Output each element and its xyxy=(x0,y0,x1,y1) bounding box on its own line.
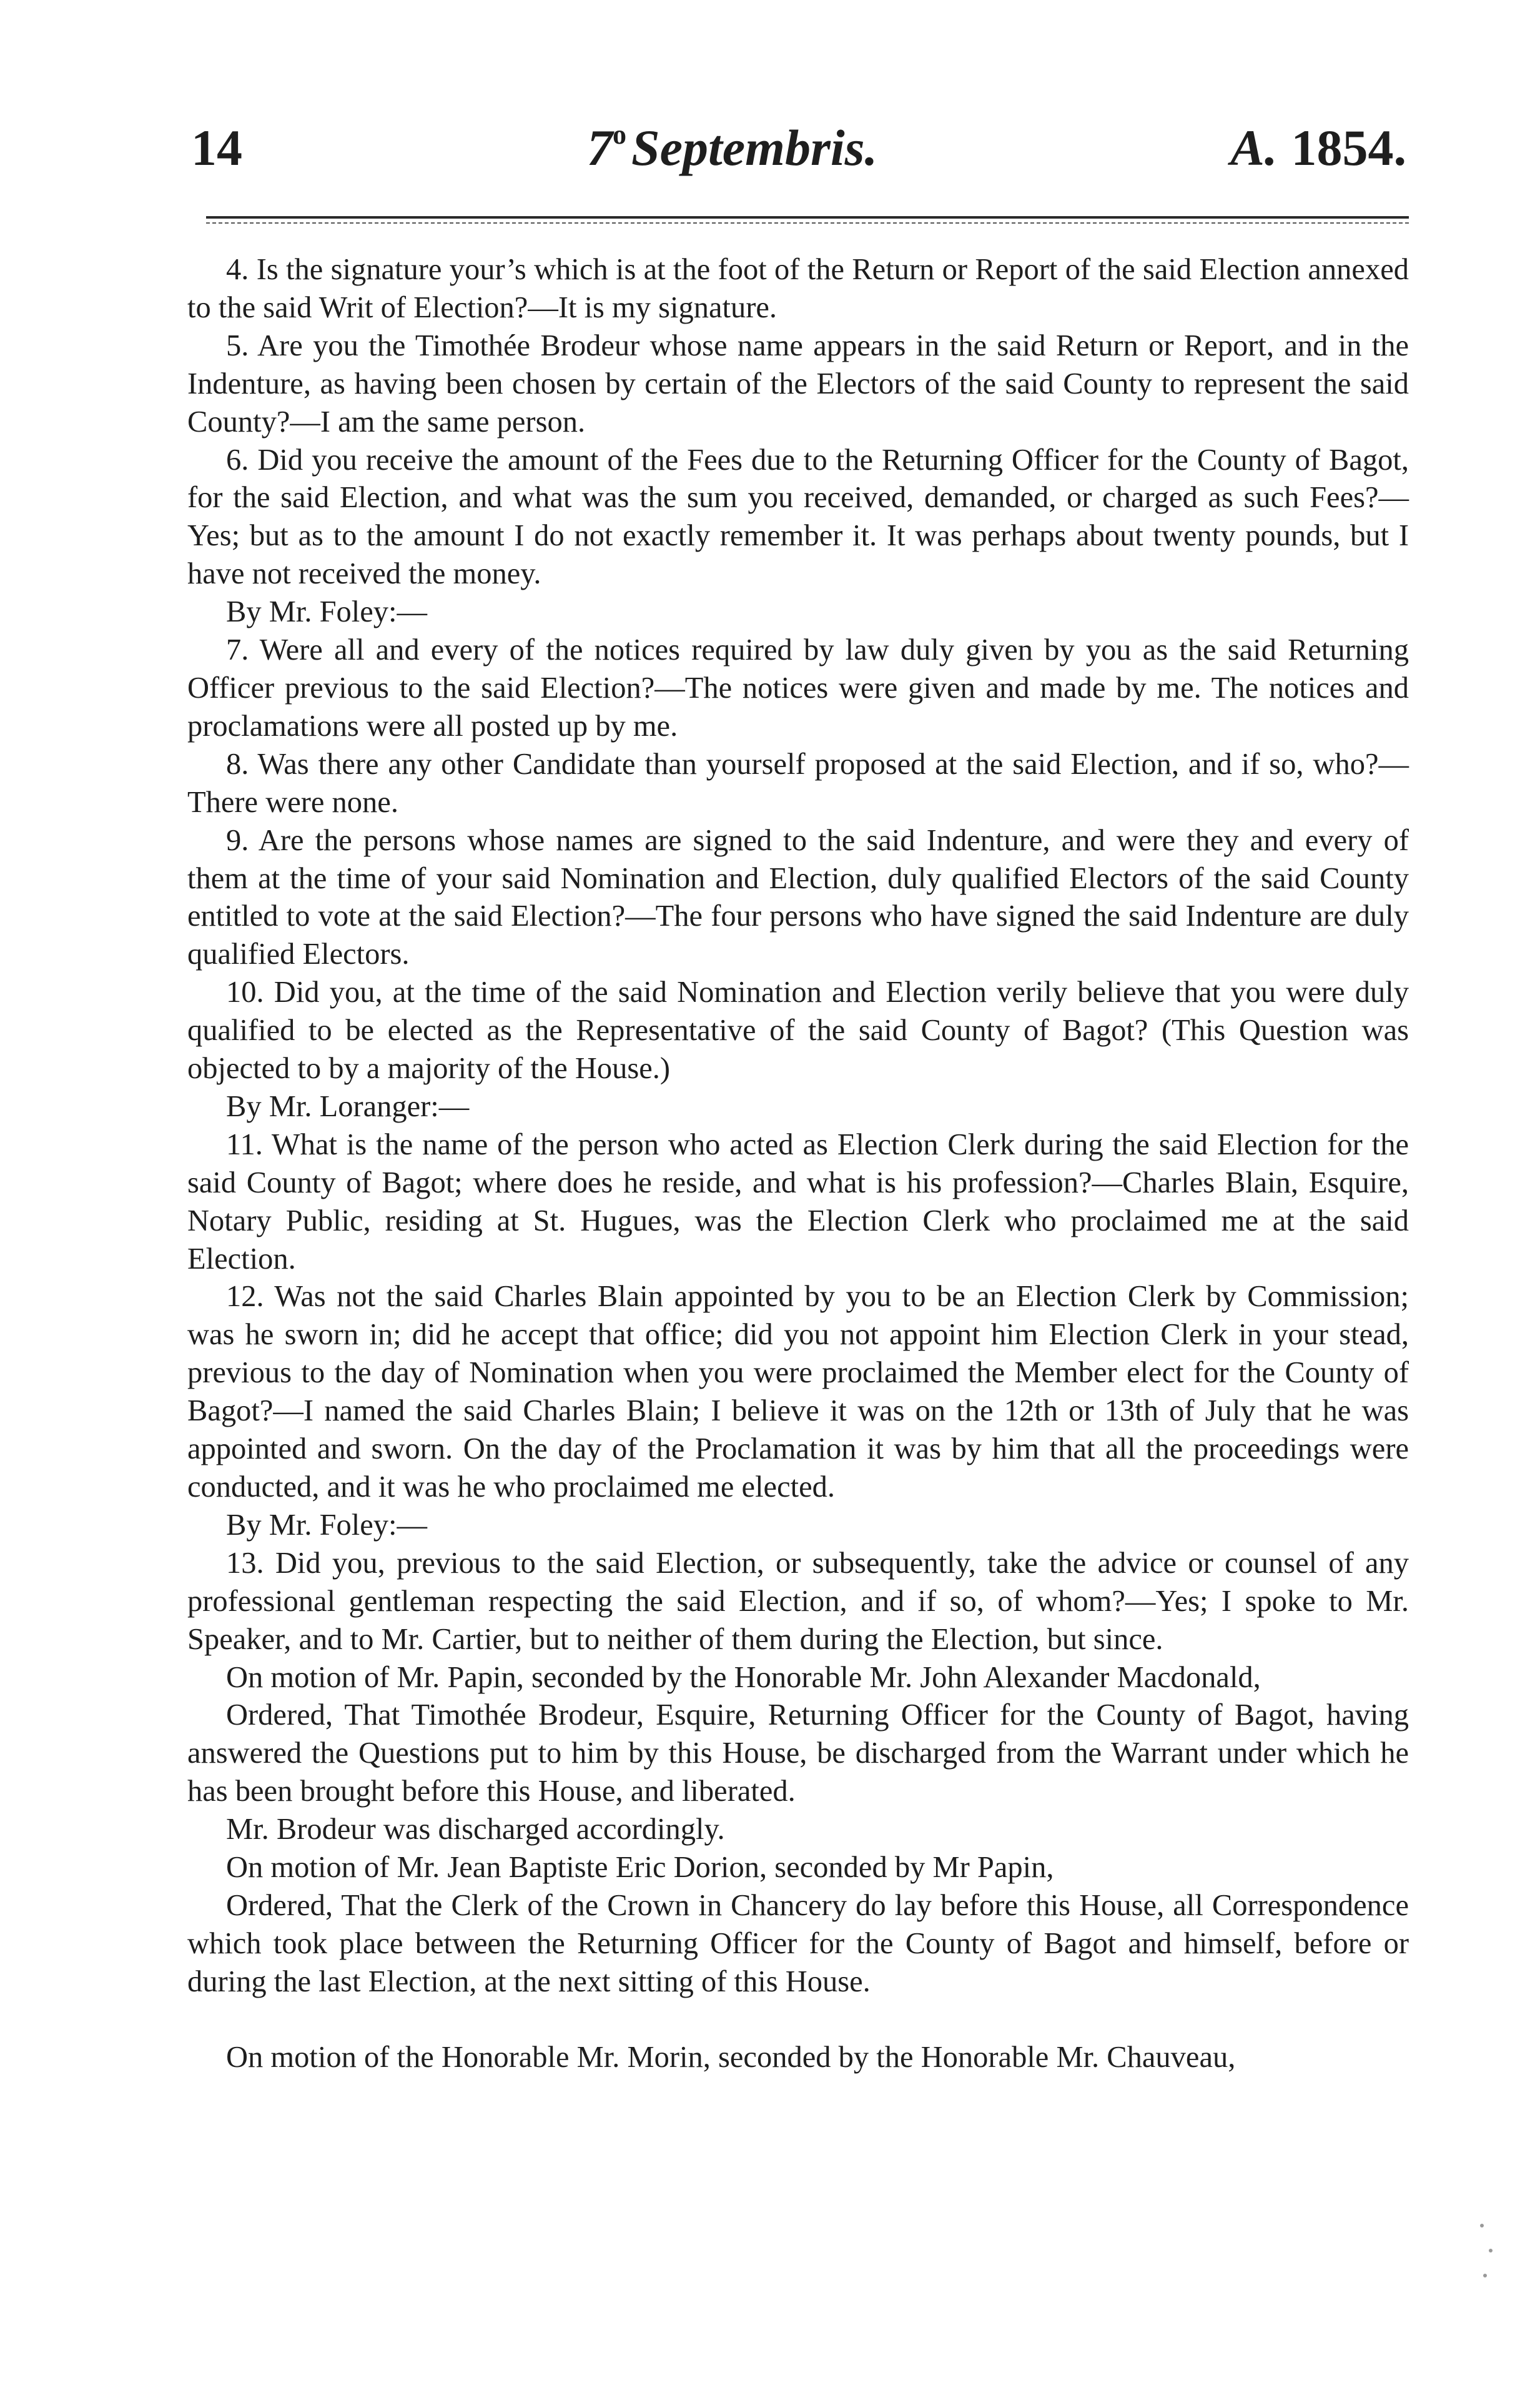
paragraph-q11: 11. What is the name of the person who acted as Election Clerk during the said Election for the said County of Bagot; where does he reside, and what is his profession?—Charles Blain, Esquire, Notary Public, residing at St. Hugues, was the Election Clerk who proclaimed me at the said Election. xyxy=(187,1127,1409,1276)
paragraph-q13: 13. Did you, previous to the said Election, or subsequently, take the advice or counsel of any professional gentleman respecting the said Election, and if so, of whom?—Yes; I spoke to Mr. Speaker, and to Mr. Cartier, but to neither of them during the Election, but since. xyxy=(187,1546,1409,1656)
document-page xyxy=(187,106,1409,2074)
header-month: Septembris. xyxy=(631,119,878,176)
paragraph-motion-papin: On motion of Mr. Papin, seconded by the Honorable Mr. John Alexander Macdonald, xyxy=(226,1660,1261,1694)
paragraph-ordered-discharge: Ordered, That Timothée Brodeur, Esquire, Returning Officer for the County of Bagot, having answered the Questions put to him by this House, be discharged from the Warrant under which he has been brought before this House, and liberated. xyxy=(187,1698,1409,1808)
paragraph-motion-morin: On motion of the Honorable Mr. Morin, seconded by the Honorable Mr. Chauveau, xyxy=(226,2040,1236,2074)
paragraph-q4: 4. Is the signature your’s which is at the foot of the Return or Report of the said Election annexed to the said Writ of Election?—It is my signature. xyxy=(187,253,1409,324)
document-body xyxy=(187,251,1409,2077)
header-rule xyxy=(206,216,1409,219)
paragraph-q8: 8. Was there any other Candidate than yourself proposed at the said Election, and if so, who?—There were none. xyxy=(187,747,1409,819)
header-day: 7 xyxy=(587,119,613,176)
header-rule-secondary xyxy=(206,222,1409,224)
paragraph-q6: 6. Did you receive the amount of the Fees due to the Returning Officer for the County of Bagot, for the said Election, and what was the sum you received, demanded, or charged as such Fees?—Yes; but as to the amount I do not exactly remember it. It was perhaps about twenty pounds, but I have not received the money. xyxy=(187,443,1409,591)
paragraph-q5: 5. Are you the Timothée Brodeur whose name appears in the said Return or Report, and in the Indenture, as having been chosen by certain of the Electors of the said County to represent the said County?—I am the same person. xyxy=(187,329,1409,438)
page-header xyxy=(187,106,1409,194)
paragraph-q7: 7. Were all and every of the notices required by law duly given by you as the said Returning Officer previous to the said Election?—The notices were given and made by me. The notices and proclamations were all posted up by me. xyxy=(187,633,1409,743)
paragraph-q12: 12. Was not the said Charles Blain appointed by you to be an Election Clerk by Commission; was he sworn in; did he accept that office; did you not appoint him Election Clerk in your stead, previous to the day of Nomination when you were proclaimed the Member elect for the County of Bagot?—I named the said Charles Blain; I believe it was on the 12th or 13th of July that he was appointed and sworn. On the day of the Proclamation it was by him that all the proceedings were conducted, and it was he who proclaimed me elected. xyxy=(187,1280,1409,1504)
paragraph-by-foley: By Mr. Foley:— xyxy=(226,595,428,629)
paragraph-q9: 9. Are the persons whose names are signed to the said Indenture, and were they and every of them at the time of your said Nomination and Election, duly qualified Electors of the said County entitled to vote at the said Election?—The four persons who have signed the said Indenture are duly qualified Electors. xyxy=(187,823,1409,971)
header-year-value: 1854. xyxy=(1291,119,1406,176)
paragraph-ordered-correspondence: Ordered, That the Clerk of the Crown in Chancery do lay before this House, all Correspondence which took place between the Returning Officer for the County of Bagot and himself, before or during the last Election, at the next sitting of this House. xyxy=(187,1888,1409,1998)
header-year xyxy=(1230,119,1406,177)
header-date xyxy=(587,119,877,177)
scan-speck xyxy=(1480,2224,1484,2227)
scan-speck xyxy=(1483,2274,1487,2277)
paragraph-by-foley-2: By Mr. Foley:— xyxy=(226,1508,428,1542)
header-year-prefix: A. xyxy=(1230,119,1278,176)
paragraph-brodeur-discharged: Mr. Brodeur was discharged accordingly. xyxy=(226,1813,725,1846)
paragraph-q10: 10. Did you, at the time of the said Nomination and Election verily believe that you were duly qualified to be elected as the Representative of the said County of Bagot? (This Question was objected to by a majority of the House.) xyxy=(187,976,1409,1086)
scan-speck xyxy=(1489,2249,1493,2252)
page-number: 14 xyxy=(191,119,242,176)
header-day-sup: o xyxy=(613,119,626,150)
paragraph-by-loranger: By Mr. Loranger:— xyxy=(226,1089,470,1123)
paragraph-motion-dorion: On motion of Mr. Jean Baptiste Eric Dorion, seconded by Mr Papin, xyxy=(226,1851,1054,1885)
